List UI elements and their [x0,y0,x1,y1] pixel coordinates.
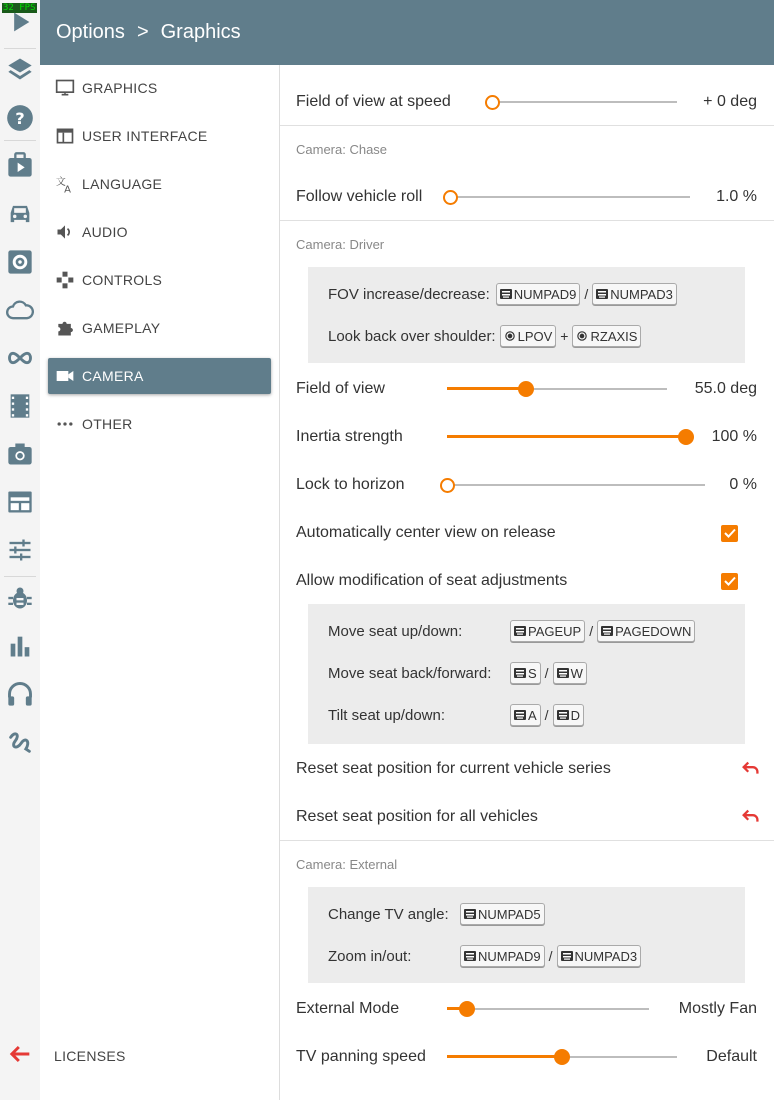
joystick-icon [576,331,588,341]
field-of-view-slider[interactable] [447,379,667,399]
keybind-seat-backfwd: Move seat back/forward: S / W [328,658,587,688]
ui-layout-icon[interactable] [4,486,36,518]
keyboard-icon [464,951,476,961]
keyboard-icon [514,626,526,636]
breadcrumb-graphics: Graphics [160,21,241,43]
key-lpov[interactable]: LPOV [500,325,557,347]
layers-icon[interactable] [4,53,36,85]
icon-rail [0,0,41,1100]
breadcrumb-separator: > [136,21,149,43]
keybind-seat-tilt: Tilt seat up/down: A / D [328,700,584,730]
nav-item-licenses[interactable]: LICENSES [54,1048,126,1064]
external-keybind-box [308,887,745,983]
setting-reset-all: Reset seat position for all vehicles [280,793,774,841]
options-nav [40,65,280,1100]
bug-icon[interactable] [4,582,36,614]
joystick-icon [504,331,516,341]
settings-panel [280,65,774,1100]
fov-at-speed-slider[interactable] [492,92,677,112]
setting-auto-center: Automatically center view on release [280,509,774,557]
slider-fill [447,435,686,438]
setting-lock-horizon: Lock to horizon 0 % [296,476,757,493]
follow-roll-slider[interactable] [450,187,690,207]
seat-modification-checkbox[interactable] [721,573,738,590]
svg-text:A: A [64,184,72,194]
play-icon[interactable] [4,6,36,38]
career-icon[interactable] [4,149,36,181]
setting-external-mode: External Mode Mostly Fan [296,1000,757,1017]
monitor-icon [54,77,76,99]
key-pagedown[interactable]: PAGEDOWN [597,620,695,642]
section-title-driver: Camera: Driver [296,237,385,252]
section-title-chase: Camera: Chase [296,142,388,157]
setting-inertia-strength: Inertia strength 100 % [296,428,757,445]
setting-tv-panning: TV panning speed Default [296,1048,757,1065]
gamepad-icon [54,269,76,291]
slider-thumb [440,478,455,493]
nav-item-gameplay[interactable]: GAMEPLAY [48,310,271,346]
auto-center-checkbox[interactable] [721,525,738,542]
check-icon [723,526,737,540]
driver-keybind-box [308,267,745,363]
seat-keybind-box [308,604,745,744]
keybind-lookback: Look back over shoulder: LPOV + RZAXIS [328,321,641,351]
car-icon[interactable] [4,198,36,230]
keyboard-icon [514,668,526,678]
keyboard-icon [500,289,512,299]
keybind-zoom: Zoom in/out: NUMPAD9 / NUMPAD3 [328,941,641,971]
help-icon[interactable] [4,102,36,134]
key-a[interactable]: A [510,704,541,726]
key-numpad3[interactable]: NUMPAD3 [592,283,677,305]
nav-item-other[interactable]: OTHER [48,406,271,442]
keybind-tv-angle: Change TV angle: NUMPAD5 [328,899,545,929]
keybind-fov: FOV increase/decrease: NUMPAD9 / NUMPAD3 [328,279,677,309]
key-pageup[interactable]: PAGEUP [510,620,585,642]
key-rzaxis[interactable]: RZAXIS [572,325,641,347]
tune-icon[interactable] [4,534,36,566]
slider-fill [447,1055,562,1058]
slider-thumb [678,429,694,445]
infinity-icon[interactable] [4,342,36,374]
setting-seat-modification: Allow modification of seat adjustments [280,557,774,605]
puzzle-icon [54,317,76,339]
keyboard-icon [601,626,613,636]
tv-panning-slider[interactable] [447,1047,677,1067]
setting-follow-roll: Follow vehicle roll 1.0 % [296,188,757,205]
slider-thumb [459,1001,475,1017]
undo-icon[interactable] [740,806,762,828]
key-w[interactable]: W [553,662,587,684]
speaker-icon [54,221,76,243]
key-numpad9[interactable]: NUMPAD9 [460,945,545,967]
setting-reset-current: Reset seat position for current vehicle series [280,745,774,793]
setting-field-of-view: Field of view 55.0 deg [296,380,757,397]
squiggle-icon[interactable] [4,726,36,758]
keyboard-icon [561,951,573,961]
keyboard-icon [596,289,608,299]
setting-fov-at-speed: Field of view at speed + 0 deg [296,93,757,110]
svg-text:文: 文 [55,176,67,188]
key-numpad5[interactable]: NUMPAD5 [460,903,545,925]
keyboard-icon [557,710,569,720]
slider-thumb [443,190,458,205]
section-title-external: Camera: External [296,857,398,872]
nav-item-graphics[interactable]: GRAPHICS [48,70,271,106]
keyboard-icon [514,710,526,720]
cloud-icon[interactable] [4,294,36,326]
more-icon [54,413,76,435]
fps-counter: 32 FPS [3,3,36,13]
key-s[interactable]: S [510,662,541,684]
slider-thumb [485,95,500,110]
page-header [40,0,774,65]
key-numpad9[interactable]: NUMPAD9 [496,283,581,305]
slider-fill [447,387,526,390]
slider-thumb [554,1049,570,1065]
check-icon [723,574,737,588]
nav-item-language[interactable]: 文 A LANGUAGE [48,166,271,202]
video-camera-icon [54,365,76,387]
lock-horizon-slider[interactable] [447,475,705,495]
slider-thumb [518,381,534,397]
breadcrumb-options[interactable]: Options [56,21,125,43]
nav-item-audio[interactable]: AUDIO [48,214,271,250]
bar-chart-icon[interactable] [4,630,36,662]
camera-icon[interactable] [4,438,36,470]
svg-text:?: ? [15,108,25,128]
nav-item-user-interface[interactable]: USER INTERFACE [48,118,271,154]
nav-item-camera[interactable]: CAMERA [48,358,271,394]
undo-icon[interactable] [740,758,762,780]
keybind-seat-updown: Move seat up/down: PAGEUP / PAGEDOWN [328,616,695,646]
external-mode-slider[interactable] [447,999,649,1019]
keyboard-icon [557,668,569,678]
settings-icon[interactable] [4,246,36,278]
back-arrow-icon[interactable] [4,1038,36,1070]
keyboard-icon [464,909,476,919]
translate-icon [54,173,76,195]
film-icon[interactable] [4,390,36,422]
headphones-icon[interactable] [4,678,36,710]
key-d[interactable]: D [553,704,584,726]
inertia-strength-slider[interactable] [447,427,686,447]
nav-item-controls[interactable]: CONTROLS [48,262,271,298]
key-numpad3[interactable]: NUMPAD3 [557,945,642,967]
window-icon [54,125,76,147]
